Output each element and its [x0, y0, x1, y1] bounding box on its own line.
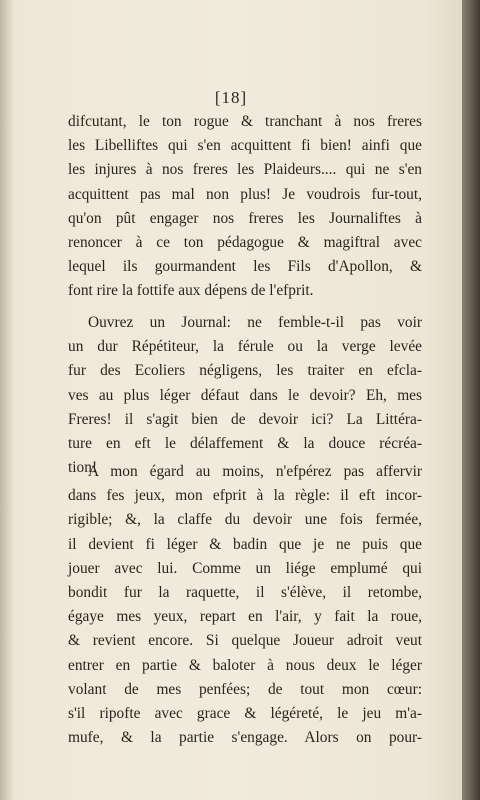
text-line: ves au plus léger défaut dans le devoir? Eh, mes: [68, 386, 422, 404]
text-line: rigible; &, la claffe du devoir une fois fermée,: [68, 511, 422, 529]
spine-shadow: [0, 0, 14, 800]
text-line: fur des Ecoliers négligens, les traiter en efcla-: [68, 362, 422, 380]
text-line: renoncer à ce ton pédagogue & magiftral avec: [68, 233, 422, 251]
text-line: jouer avec lui. Comme un liége emplumé qui: [68, 559, 422, 577]
text-line: lequel ils gourmandent les Fils d'Apollon, &: [68, 258, 422, 276]
text-line: dans fes jeux, mon efprit à la règle: il eft incor-: [68, 487, 422, 505]
text-line: acquittent pas mal non plus! Je voudrois fur-tout,: [68, 185, 422, 203]
paragraph-2: [68, 311, 422, 480]
text-line: A mon égard au moins, n'efpérez pas affervir: [88, 463, 422, 480]
text-line: difcutant, le ton rogue & tranchant à nos freres: [68, 113, 422, 130]
text-line: les Libelliftes qui s'en acquittent fi bien! ainfi que: [68, 137, 422, 155]
text-line: Ouvrez un Journal: ne femble-t-il pas voir: [88, 314, 422, 331]
page-edge: [462, 0, 480, 800]
page-number: [18]: [214, 88, 248, 107]
text-line: Freres! il s'agit bien de devoir ici? La Littéra-: [68, 410, 422, 428]
text-line: mufe, & la partie s'engage. Alors on pour-: [68, 729, 422, 747]
text-line: volant de mes penfées; de tout mon cœur:: [68, 680, 422, 698]
text-line: égaye mes yeux, repart en l'air, y fait la roue,: [68, 608, 422, 626]
text-line: un dur Répétiteur, la férule ou la verge levée: [68, 338, 422, 356]
text-line: & revient encore. Si quelque Joueur adroit veut: [68, 632, 422, 650]
text-line: entrer en partie & baloter à nous deux le léger: [68, 656, 422, 674]
paragraph-3: [68, 460, 422, 750]
text-line: ture en eft le délaffement & la douce récréa-: [68, 434, 422, 452]
text-line: tion!: [68, 459, 98, 477]
text-line: font rire la fottife aux dépens de l'efprit.: [68, 282, 314, 300]
paragraph-1: [68, 110, 422, 304]
text-line: qu'on pût engager nos freres les Journaliftes à: [68, 209, 422, 227]
text-line: bondit fur la raquette, il s'élève, il retombe,: [68, 583, 422, 601]
text-line: les injures à nos freres les Plaideurs.... qui ne s'en: [68, 161, 422, 179]
text-line: s'il ripofte avec grace & légéreté, le jeu m'a-: [68, 704, 422, 722]
text-line: il devient fi léger & badin que je ne puis que: [68, 535, 422, 553]
